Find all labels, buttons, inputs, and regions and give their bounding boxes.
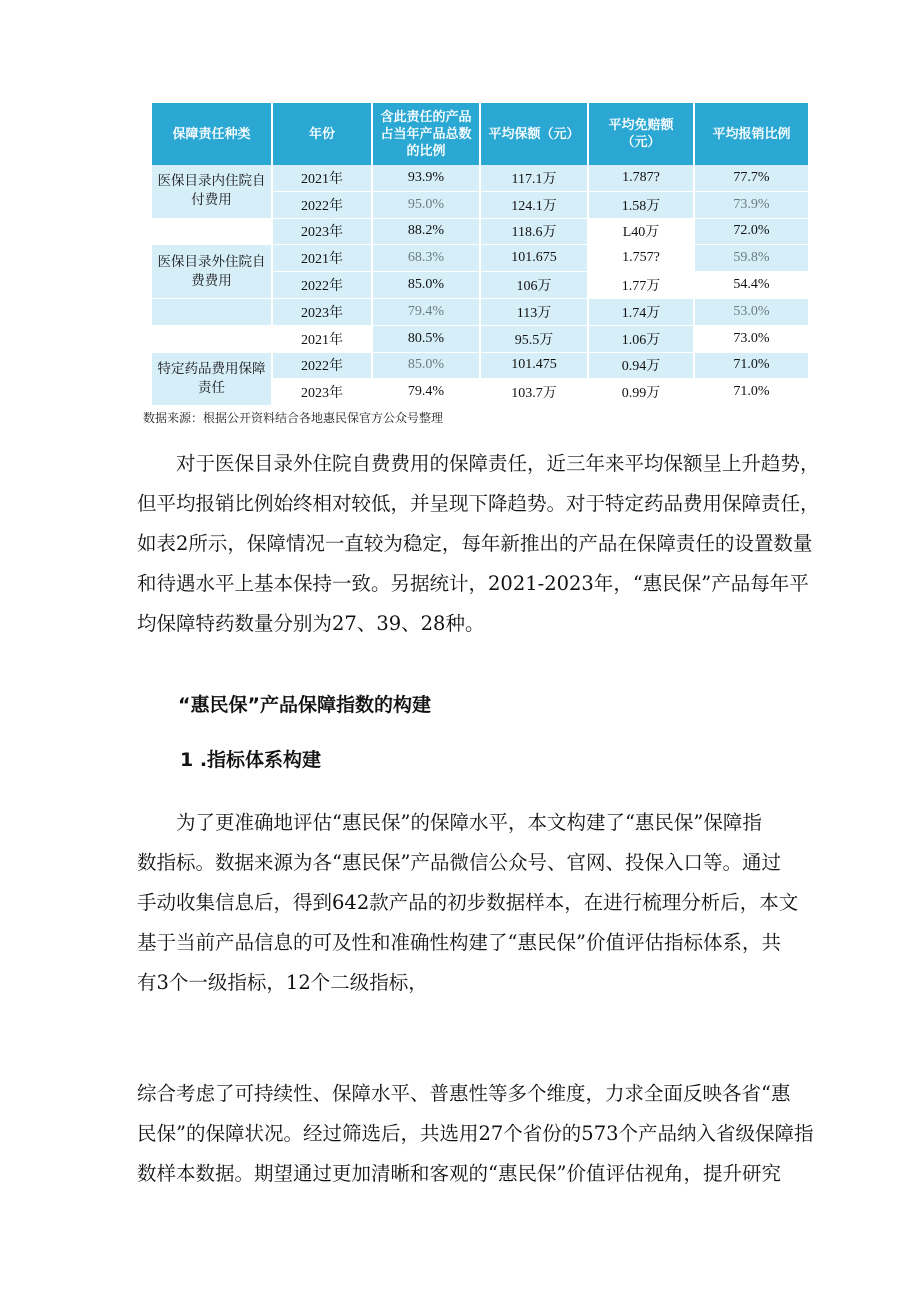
amount-cell: 113万 (480, 298, 588, 325)
paragraph-line: 综合考虑了可持续性、保障水平、普惠性等多个维度，力求全面反映各省“惠 (137, 1082, 791, 1105)
amount-cell: 118.6万 (480, 218, 588, 245)
ratio-cell: 85.0% (372, 352, 480, 379)
paragraph-line: 均保障特药数量分别为27、39、28种。 (137, 612, 485, 635)
reimbursement-cell: 59.8% (694, 245, 808, 272)
ratio-cell: 68.3% (372, 245, 480, 272)
header-ratio: 含此责任的产品占当年产品总数的比例 (372, 103, 480, 165)
coverage-table (152, 103, 808, 406)
reimbursement-cell: 53.0% (694, 298, 808, 325)
amount-cell: 101.475 (480, 352, 588, 379)
deductible-cell: 1.787? (588, 165, 694, 191)
paragraph-1 (137, 444, 827, 644)
table-row (152, 165, 808, 191)
paragraph-line: 基于当前产品信息的可及性和准确性构建了“惠民保”价值评估指标体系，共 (137, 931, 781, 954)
subsection-heading: 1 .指标体系构建 (180, 749, 322, 771)
header-reimbursement: 平均报销比例 (694, 103, 808, 165)
reimbursement-cell: 71.0% (694, 379, 808, 406)
year-cell: 2022年 (272, 352, 372, 379)
category-cell-empty (152, 218, 272, 245)
category-cell-empty (152, 298, 272, 325)
category-cell: 医保目录内住院自付费用 (152, 165, 272, 218)
paragraph-2 (137, 803, 827, 1003)
reimbursement-cell: 73.0% (694, 325, 808, 352)
deductible-cell: 0.94万 (588, 352, 694, 379)
ratio-cell: 85.0% (372, 272, 480, 299)
header-category: 保障责任种类 (152, 103, 272, 165)
paragraph-line: 民保”的保障状况。经过筛选后，共选用27个省份的573个产品纳入省级保障指 (137, 1122, 814, 1145)
table-row (152, 325, 808, 352)
year-cell: 2022年 (272, 272, 372, 299)
paragraph-line: 有3个一级指标，12个二级指标， (137, 971, 428, 994)
ratio-cell: 80.5% (372, 325, 480, 352)
year-cell: 2023年 (272, 379, 372, 406)
deductible-cell: 0.99万 (588, 379, 694, 406)
category-cell: 医保目录外住院自费费用 (152, 245, 272, 299)
header-avg-amount: 平均保额（元） (480, 103, 588, 165)
deductible-cell: 1.757? (588, 245, 694, 272)
ratio-cell: 95.0% (372, 191, 480, 218)
table-source-note: 数据来源：根据公开资料结合各地惠民保官方公众号整理 (143, 411, 444, 425)
header-year: 年份 (272, 103, 372, 165)
reimbursement-cell: 72.0% (694, 218, 808, 245)
amount-cell: 117.1万 (480, 165, 588, 191)
table-header-row (152, 103, 808, 165)
deductible-cell: L40万 (588, 218, 694, 245)
ratio-cell: 88.2% (372, 218, 480, 245)
year-cell: 2022年 (272, 191, 372, 218)
reimbursement-cell: 77.7% (694, 165, 808, 191)
amount-cell: 95.5万 (480, 325, 588, 352)
ratio-cell: 79.4% (372, 379, 480, 406)
amount-cell: 103.7万 (480, 379, 588, 406)
year-cell: 2023年 (272, 298, 372, 325)
ratio-cell: 93.9% (372, 165, 480, 191)
table-row (152, 352, 808, 379)
deductible-cell: 1.77万 (588, 272, 694, 299)
amount-cell: 106万 (480, 272, 588, 299)
paragraph-line: 为了更准确地评估“惠民保”的保障水平，本文构建了“惠民保”保障指 (176, 811, 762, 834)
year-cell: 2021年 (272, 325, 372, 352)
table-row (152, 298, 808, 325)
year-cell: 2023年 (272, 218, 372, 245)
reimbursement-cell: 54.4% (694, 272, 808, 299)
category-cell-empty (152, 325, 272, 352)
deductible-cell: 1.58万 (588, 191, 694, 218)
paragraph-line: 数指标。数据来源为各“惠民保”产品微信公众号、官网、投保入口等。通过 (137, 851, 781, 874)
paragraph-line: 但平均报销比例始终相对较低，并呈现下降趋势。对于特定药品费用保障责任， (137, 492, 820, 515)
year-cell: 2021年 (272, 245, 372, 272)
table-row (152, 218, 808, 245)
year-cell: 2021年 (272, 165, 372, 191)
section-heading: “惠民保”产品保障指数的构建 (178, 694, 431, 716)
deductible-cell: 1.74万 (588, 298, 694, 325)
paragraph-line: 和待遇水平上基本保持一致。另据统计，2021-2023年，“惠民保”产品每年平 (137, 572, 809, 595)
paragraph-line: 数样本数据。期望通过更加清晰和客观的“惠民保”价值评估视角，提升研究 (137, 1162, 781, 1185)
category-cell: 特定药品费用保障责任 (152, 352, 272, 406)
amount-cell: 101.675 (480, 245, 588, 272)
header-deductible: 平均免赔额（元） (588, 103, 694, 165)
paragraph-line: 如表2所示，保障情况一直较为稳定，每年新推出的产品在保障责任的设置数量 (137, 532, 813, 555)
ratio-cell: 79.4% (372, 298, 480, 325)
paragraph-line: 手动收集信息后，得到642款产品的初步数据样本，在进行梳理分析后，本文 (137, 891, 799, 914)
table-row (152, 245, 808, 272)
paragraph-3 (137, 1074, 827, 1194)
reimbursement-cell: 73.9% (694, 191, 808, 218)
deductible-cell: 1.06万 (588, 325, 694, 352)
amount-cell: 124.1万 (480, 191, 588, 218)
reimbursement-cell: 71.0% (694, 352, 808, 379)
paragraph-line: 对于医保目录外住院自费费用的保障责任，近三年来平均保额呈上升趋势， (176, 452, 820, 475)
